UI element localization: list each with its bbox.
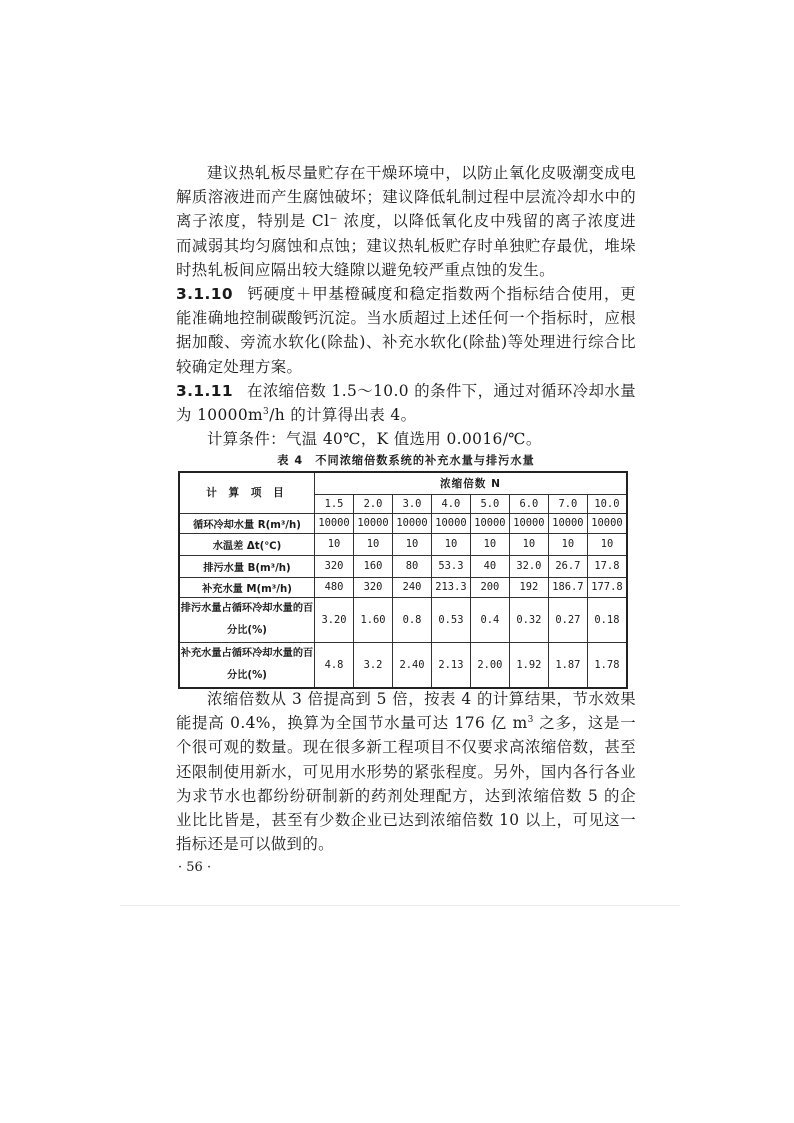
table-cell: 320 xyxy=(353,577,392,597)
table-cell: 0.18 xyxy=(587,597,627,642)
lower-text-block xyxy=(176,687,636,856)
table-cell: 1.60 xyxy=(353,597,392,642)
table-cell: 2.13 xyxy=(431,642,470,688)
paragraph-conclusion xyxy=(176,687,636,856)
column-header: 5.0 xyxy=(470,494,509,513)
conclusion-text-end: 之多，这是一个很可观的数量。现在很多新工程项目不仅要求高浓缩倍数，甚至还限制使用新水，可见用水形势的紧张程度。另外，国内各行各业为求节水也都纷纷研制新的药剂处理配方，达到浓缩倍数 5 的企业比比皆是，甚至有少数企业已达到浓缩倍数 10 以上，可见这一指标还是可以做到的。 xyxy=(176,714,636,854)
column-header: 1.5 xyxy=(315,494,354,513)
table-cell: 4.8 xyxy=(315,642,354,688)
section-text: 钙硬度＋甲基橙碱度和稳定指数两个指标结合使用，更能准确地控制碳酸钙沉淀。当水质超过上述任何一个指标时，应根据加酸、旁流水软化(除盐)、补充水软化(除盐)等处理进行综合比较确定处理方案。 xyxy=(176,285,636,376)
table-cell: 0.4 xyxy=(470,597,509,642)
table-cell: 10 xyxy=(392,533,431,555)
table-cell: 10000 xyxy=(470,513,509,533)
table-cell: 213.3 xyxy=(431,577,470,597)
table-cell: 1.78 xyxy=(587,642,627,688)
table-head-group: 浓缩倍数 N xyxy=(315,472,628,494)
table-body xyxy=(179,513,627,688)
table-cell: 2.00 xyxy=(470,642,509,688)
table-cell: 10 xyxy=(353,533,392,555)
table-cell: 80 xyxy=(392,555,431,577)
section-number: 3.1.11 xyxy=(176,381,233,400)
data-table xyxy=(178,471,628,689)
table-head-item: 计 算 项 目 xyxy=(179,472,315,513)
table-cell: 0.8 xyxy=(392,597,431,642)
superscript: 3 xyxy=(263,406,270,417)
row-label: 补充水量 M(m³/h) xyxy=(179,577,315,597)
table-cell: 10000 xyxy=(587,513,627,533)
table-cell: 10 xyxy=(431,533,470,555)
column-header: 7.0 xyxy=(548,494,587,513)
table-cell: 0.53 xyxy=(431,597,470,642)
table-cell: 1.87 xyxy=(548,642,587,688)
row-label: 排污水量占循环冷却水量的百分比(%) xyxy=(179,597,315,642)
table-cell: 10 xyxy=(470,533,509,555)
table-cell: 3.20 xyxy=(315,597,354,642)
table-row xyxy=(179,642,627,688)
column-header: 6.0 xyxy=(509,494,548,513)
table-cell: 10000 xyxy=(392,513,431,533)
section-text: 在浓缩倍数 1.5～10.0 的条件下，通过对循环冷却水量为 10000m xyxy=(176,381,636,425)
footer-rule xyxy=(120,905,680,906)
column-header: 2.0 xyxy=(353,494,392,513)
section-number: 3.1.10 xyxy=(176,285,233,304)
column-header: 4.0 xyxy=(431,494,470,513)
table-cell: 32.0 xyxy=(509,555,548,577)
table-row xyxy=(179,597,627,642)
table-cell: 10 xyxy=(315,533,354,555)
table-cell: 200 xyxy=(470,577,509,597)
table-cell: 26.7 xyxy=(548,555,587,577)
section-3-1-11 xyxy=(176,379,636,427)
row-label: 循环冷却水量 R(m³/h) xyxy=(179,513,315,533)
table-cell: 240 xyxy=(392,577,431,597)
table-caption: 表 4 不同浓缩倍数系统的补充水量与排污水量 xyxy=(277,454,535,467)
column-header: 10.0 xyxy=(587,494,627,513)
conclusion-text: 浓缩倍数从 3 倍提高到 5 倍，按表 4 的计算结果，节水效果能提高 0.4%，换算为全国节水量可达 176 亿 m xyxy=(176,690,636,733)
table-row xyxy=(179,533,627,555)
section-text-end: /h 的计算得出表 4。 xyxy=(269,406,417,425)
page-number: · 56 · xyxy=(178,860,212,875)
table-cell: 10000 xyxy=(315,513,354,533)
superscript: 3 xyxy=(527,715,534,726)
table-cell: 177.8 xyxy=(587,577,627,597)
section-3-1-10 xyxy=(176,282,636,379)
table-cell: 320 xyxy=(315,555,354,577)
table-cell: 480 xyxy=(315,577,354,597)
table-cell: 0.32 xyxy=(509,597,548,642)
table-cell: 10 xyxy=(548,533,587,555)
calc-condition: 计算条件：气温 40℃，K 值选用 0.0016/℃。 xyxy=(207,430,542,449)
table-row xyxy=(179,513,627,533)
table-cell: 17.8 xyxy=(587,555,627,577)
table-cell: 0.27 xyxy=(548,597,587,642)
table-cell: 10000 xyxy=(548,513,587,533)
paragraph-hot-rolled-storage: 建议热轧板尽量贮存在干燥环境中，以防止氧化皮吸潮变成电解质溶液进而产生腐蚀破坏；建议降低轧制过程中层流冷却水中的离子浓度，特别是 Cl⁻ 浓度，以降低氧化皮中残留的离子浓度进而减弱其均匀腐蚀和点蚀；建议热轧板贮存时单独贮存最优，堆垛时热轧板间应隔出较大缝隙以避免较严重点蚀的发生。 xyxy=(176,164,636,279)
table-cell: 40 xyxy=(470,555,509,577)
row-label: 水温差 Δt(℃) xyxy=(179,533,315,555)
table-cell: 10000 xyxy=(353,513,392,533)
table-cell: 192 xyxy=(509,577,548,597)
table-row xyxy=(179,577,627,597)
table-cell: 10 xyxy=(509,533,548,555)
table-cell: 10000 xyxy=(431,513,470,533)
table-cell: 186.7 xyxy=(548,577,587,597)
row-label: 补充水量占循环冷却水量的百分比(%) xyxy=(179,642,315,688)
table-cell: 10 xyxy=(587,533,627,555)
row-label: 排污水量 B(m³/h) xyxy=(179,555,315,577)
column-header: 3.0 xyxy=(392,494,431,513)
table-cell: 53.3 xyxy=(431,555,470,577)
upper-text-block xyxy=(176,161,636,451)
table-row xyxy=(179,555,627,577)
table-cell: 1.92 xyxy=(509,642,548,688)
table-cell: 2.40 xyxy=(392,642,431,688)
table-cell: 160 xyxy=(353,555,392,577)
table-cell: 3.2 xyxy=(353,642,392,688)
table-cell: 10000 xyxy=(509,513,548,533)
